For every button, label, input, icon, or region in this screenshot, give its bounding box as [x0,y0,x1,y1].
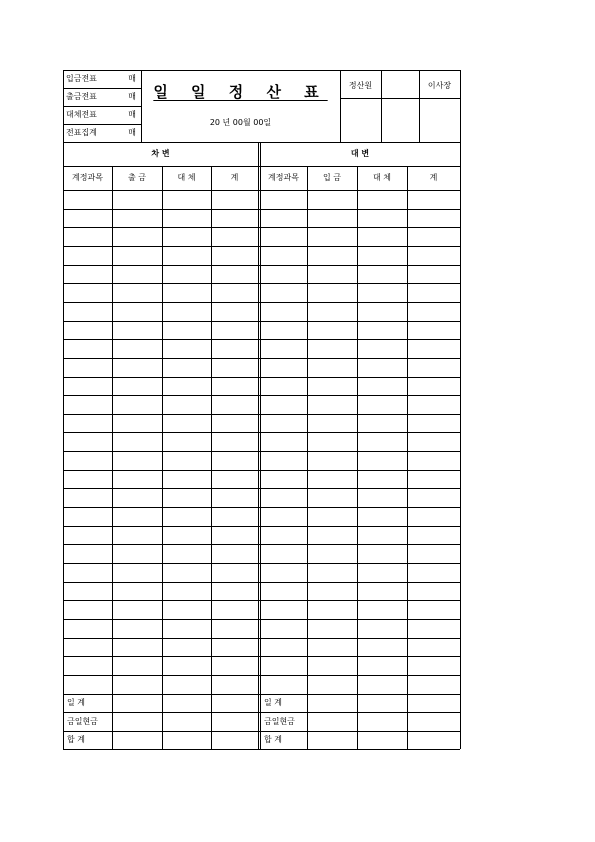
credit-col-divider [307,166,308,749]
credit-footer-label: 합 계 [264,735,282,745]
table-row-line [63,339,460,340]
voucher-unit: 매 [128,74,136,83]
voucher-label: 대체전표 [66,110,97,119]
table-row-line [63,600,460,601]
voucher-label: 입금전표 [66,74,97,83]
table-row-line [63,283,460,284]
date-line: 20 년 00월 00일 [209,118,272,127]
debit-col-header: 계정과목 [72,173,103,182]
table-row-line [63,227,460,228]
table-row-line [63,451,460,452]
credit-col-divider [407,166,408,749]
voucher-unit: 매 [128,110,136,119]
voucher-row [65,70,137,88]
credit-col-header: 대 체 [373,173,391,182]
voucher-row [65,106,137,124]
debit-col-header: 출 금 [128,173,146,182]
page-title: 일 일 정 산 표 [153,82,328,101]
table-row-line [63,563,460,564]
table-row-line [63,432,460,433]
daily-settlement-form [63,70,460,749]
approval-label: 이사장 [427,81,452,90]
center-divider-2 [260,142,261,749]
voucher-unit: 매 [128,128,136,137]
voucher-row [65,124,137,142]
table-row-line [63,675,460,676]
table-row-line [63,395,460,396]
voucher-row [65,88,137,106]
table-row-line [63,619,460,620]
table-row-line [63,321,460,322]
table-row-line [63,377,460,378]
table-row-line [63,209,460,210]
table-row-line [63,302,460,303]
credit-col-header: 계 [429,173,438,182]
table-row-line [63,544,460,545]
center-divider-1 [258,142,259,749]
debit-col-divider [211,166,212,749]
voucher-label: 전표집계 [66,128,97,137]
frame-right [460,70,461,749]
table-row-line [63,470,460,471]
table-row-line [63,488,460,489]
voucher-label: 출금전표 [66,92,97,101]
table-row-line [63,638,460,639]
credit-footer-label: 금일현금 [264,716,295,726]
table-row-line [63,526,460,527]
table-row-line [63,265,460,266]
debit-footer-label: 금일현금 [67,716,98,726]
table-row-line [63,358,460,359]
credit-footer-label: 일 계 [264,697,282,707]
debit-footer-label: 합 계 [67,735,85,745]
table-row-line [63,414,460,415]
table-row-line [63,246,460,247]
debit-footer-label: 일 계 [67,697,85,707]
credit-col-header: 입 금 [323,173,341,182]
debit-col-header: 계 [230,173,239,182]
voucher-unit: 매 [128,92,136,101]
approval-label: 정산원 [348,81,373,90]
debit-col-divider [112,166,113,749]
approval-label [381,74,419,102]
table-row-line [63,656,460,657]
credit-col-header: 계정과목 [268,173,299,182]
table-row-line [63,582,460,583]
table-row-line [63,507,460,508]
debit-title: 차 변 [151,149,170,158]
credit-col-divider [357,166,358,749]
debit-col-divider [162,166,163,749]
column-header-line [63,190,460,191]
credit-title: 대 변 [350,149,370,158]
debit-col-header: 대 체 [177,173,196,182]
